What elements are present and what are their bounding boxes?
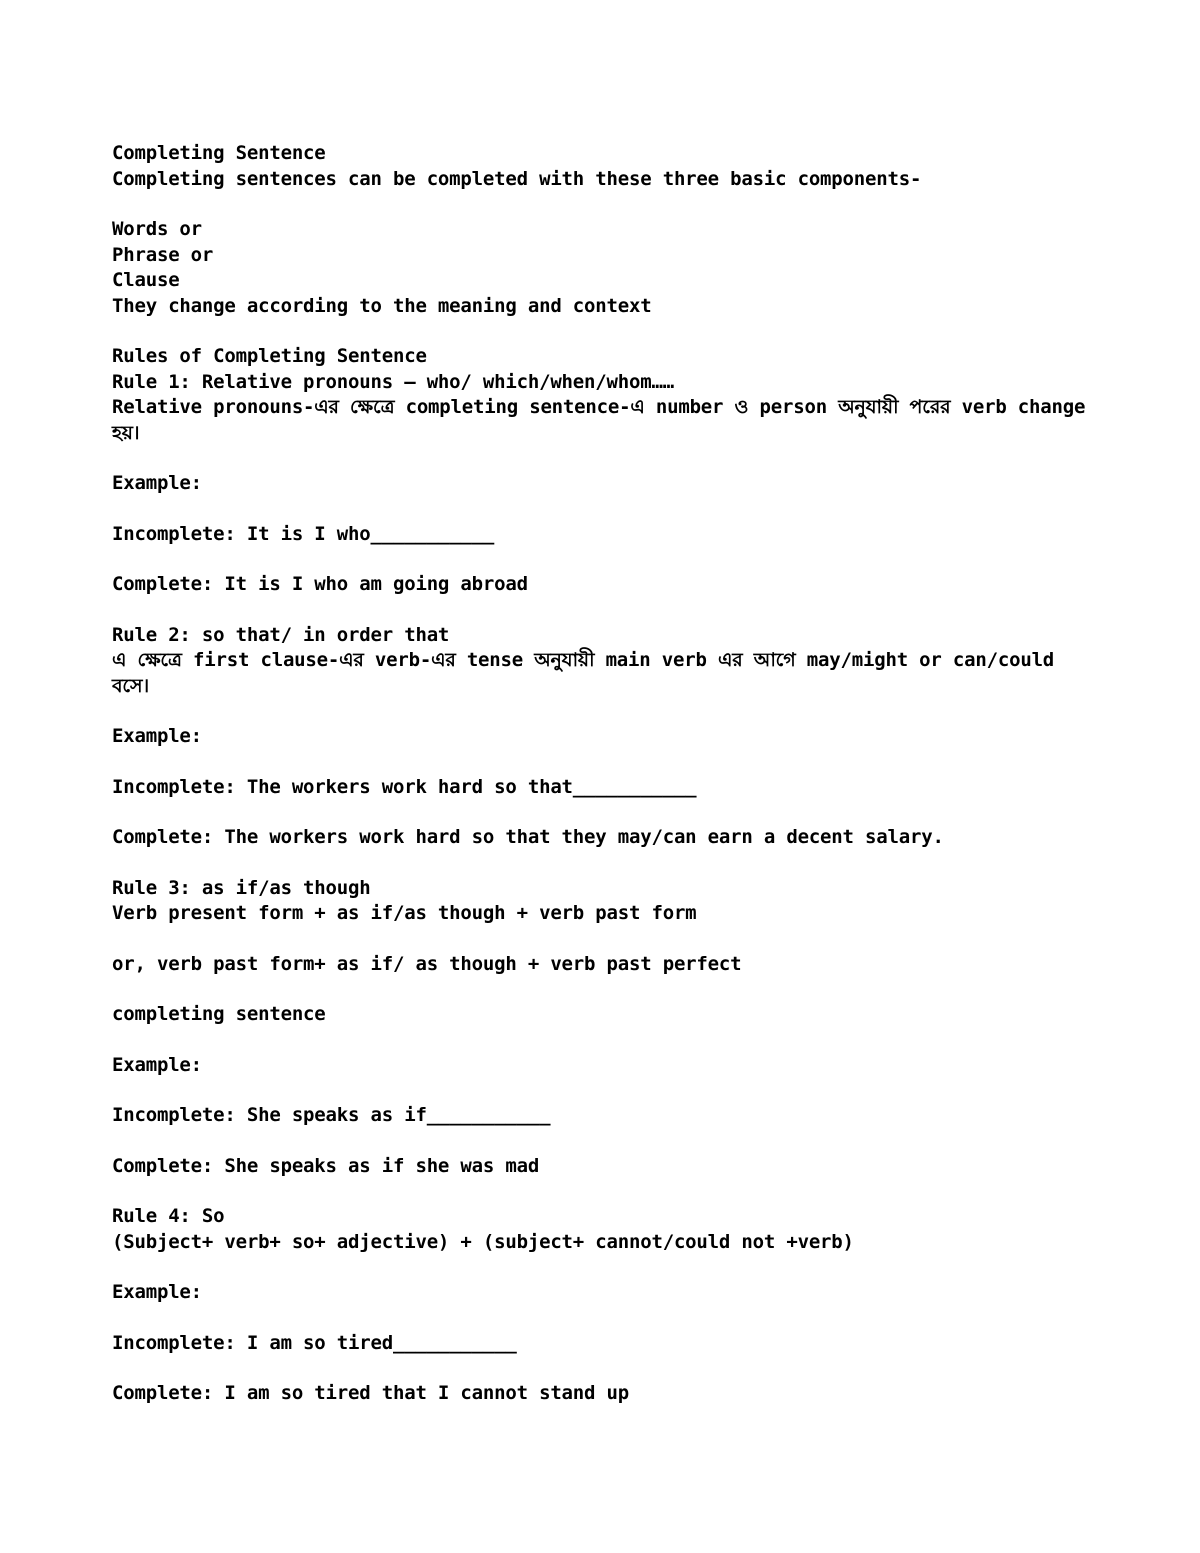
components-note: They change according to the meaning and context <box>112 294 652 317</box>
component-words: Words or <box>112 218 202 240</box>
rule4-example-label: Example: <box>112 1281 202 1303</box>
rule1-example-label: Example: <box>112 472 202 494</box>
rule4-title: Rule 4: So <box>112 1205 225 1227</box>
rule1-title: Rule 1: Relative pronouns – who/ which/when/whom…… <box>112 370 674 393</box>
document-title: Completing Sentence <box>112 142 326 164</box>
rule2-complete: Complete: The workers work hard so that they may/can earn a decent salary. <box>112 826 944 848</box>
rule3-label: completing sentence <box>112 1003 326 1025</box>
rule4-desc: (Subject+ verb+ so+ adjective) + (subject+ cannot/could not +verb) <box>112 1230 854 1253</box>
component-phrase: Phrase or <box>112 243 214 266</box>
document-body <box>112 141 1097 1407</box>
rule1-incomplete: Incomplete: It is I who___________ <box>112 522 495 545</box>
rules-heading: Rules of Completing Sentence <box>112 345 427 367</box>
rule2-desc: এ ক্ষেত্রে first clause-এর verb-এর tense অনুযায়ী main verb এর আগে may/might or can/could বসে। <box>112 649 1066 697</box>
component-clause: Clause <box>112 269 180 291</box>
rule3-incomplete: Incomplete: She speaks as if___________ <box>112 1104 551 1126</box>
rule2-title: Rule 2: so that/ in order that <box>112 623 450 646</box>
rule2-incomplete: Incomplete: The workers work hard so that___________ <box>112 775 697 798</box>
rule1-desc: Relative pronouns-এর ক্ষেত্রে completing sentence-এ number ও person অনুযায়ী পরের verb change হয়। <box>112 396 1097 444</box>
rule3-title: Rule 3: as if/as though <box>112 876 371 899</box>
rule4-incomplete: Incomplete: I am so tired___________ <box>112 1331 517 1354</box>
rule3-desc: Verb present form + as if/as though + verb past form <box>112 902 697 924</box>
rule3-example-label: Example: <box>112 1053 202 1076</box>
rule4-complete: Complete: I am so tired that I cannot stand up <box>112 1382 629 1404</box>
rule3-alt: or, verb past form+ as if/ as though + verb past perfect <box>112 952 742 975</box>
rule2-example-label: Example: <box>112 725 202 747</box>
intro-text: Completing sentences can be completed with these three basic components- <box>112 167 922 190</box>
rule3-complete: Complete: She speaks as if she was mad <box>112 1154 540 1177</box>
rule1-complete: Complete: It is I who am going abroad <box>112 573 528 595</box>
